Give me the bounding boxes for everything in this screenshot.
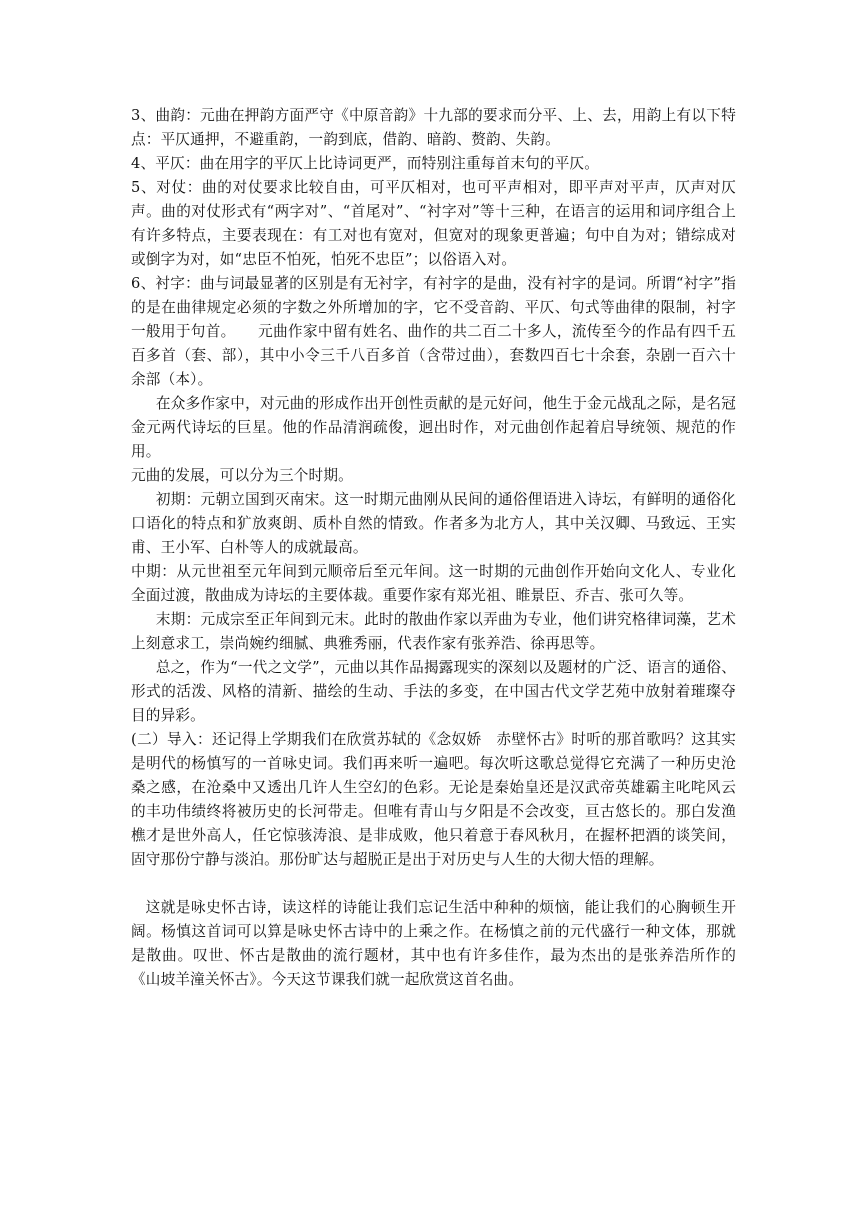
paragraph-dui-zhang: 5、对仗：曲的对仗要求比较自由，可平仄相对，也可平声相对，即平声对平声，仄声对仄声。曲的对仗形式有“两字对”、“首尾对”、“衬字对”等十三种，在语言的运用和词序组合上有许多特点，主要表现在：有工对也有宽对，但宽对的现象更普遍；句中自为对；错综成对或倒字为对，如“忠臣不怕死，怕死不忠臣”；以俗语入对。 xyxy=(131,179,736,268)
paragraph-ping-ze: 4、平仄：曲在用字的平仄上比诗词更严，而特别注重每首末句的平仄。 xyxy=(131,155,600,172)
paragraph-qu-yun: 3、曲韵：元曲在押韵方面严守《中原音韵》十九部的要求而分平、上、去，用韵上有以下特点：平仄通押，不避重韵，一韵到底，借韵、暗韵、赘韵、失韵。 xyxy=(131,107,736,148)
paragraph-chen-zi: 6、衬字：曲与词最显著的区别是有无衬字，有衬字的是曲，没有衬字的是词。所谓“衬字”指的是在曲律规定必须的字数之外所增加的字，它不受音韵、平仄、句式等曲律的限制，衬字一般用于句首。 元曲作家中留有姓名、曲作的共二百二十多人，流传至今的作品有四千五百多首（套、部），其中小令三千八百多首（含带过曲），套数四百七十余套，杂剧一百六十余部（本）。 xyxy=(131,275,736,388)
paragraph-late-period: 末期：元成宗至正年间到元末。此时的散曲作家以弄曲为专业，他们讲究格律词藻，艺术上刻意求工，崇尚婉约细腻、典雅秀丽，代表作家有张养浩、徐再思等。 xyxy=(131,611,736,652)
paragraph-huai-gu: 这就是咏史怀古诗，读这样的诗能让我们忘记生活中种种的烦恼，能让我们的心胸顿生开阔。杨慎这首词可以算是咏史怀古诗中的上乘之作。在杨慎之前的元代盛行一种文体，那就是散曲。叹世、怀古是散曲的流行题材，其中也有许多佳作，最为杰出的是张养浩所作的《山坡羊潼关怀古》。今天这节课我们就一起欣赏这首名曲。 xyxy=(131,899,736,988)
document-body xyxy=(131,104,736,992)
paragraph-middle-period: 中期：从元世祖至元年间到元顺帝后至元年间。这一时期的元曲创作开始向文化人、专业化全面过渡，散曲成为诗坛的主要体裁。重要作家有郑光祖、睢景臣、乔吉、张可久等。 xyxy=(131,563,736,604)
paragraph-introduction: (二）导入：还记得上学期我们在欣赏苏轼的《念奴娇 赤壁怀古》时听的那首歌吗？这其实是明代的杨慎写的一首咏史词。我们再来听一遍吧。每次听这歌总觉得它充满了一种历史沧桑之感，在沧桑中又透出几许人生空幻的色彩。无论是秦始皇还是汉武帝英雄霸主叱咤风云的丰功伟绩终将被历史的长河带走。但唯有青山与夕阳是不会改变，亘古悠长的。那白发渔樵才是世外高人，任它惊骇涛浪、是非成败，他只着意于春风秋月，在握杯把酒的谈笑间，固守那份宁静与淡泊。那份旷达与超脱正是出于对历史与人生的大彻大悟的理解。 xyxy=(131,731,736,868)
paragraph-three-periods: 元曲的发展，可以分为三个时期。 xyxy=(131,467,353,484)
paragraph-early-period: 初期：元朝立国到灭南宋。这一时期元曲刚从民间的通俗俚语进入诗坛，有鲜明的通俗化口语化的特点和犷放爽朗、质朴自然的情致。作者多为北方人，其中关汉卿、马致远、王实甫、王小军、白朴等人的成就最高。 xyxy=(131,491,736,556)
paragraph-yuan-hao-wen: 在众多作家中，对元曲的形成作出开创性贡献的是元好问，他生于金元战乱之际，是名冠金元两代诗坛的巨星。他的作品清润疏俊，迥出时作，对元曲创作起着启导统领、规范的作用。 xyxy=(131,395,736,460)
paragraph-summary: 总之，作为“一代之文学”，元曲以其作品揭露现实的深刻以及题材的广泛、语言的通俗、形式的活泼、风格的清新、描绘的生动、手法的多变，在中国古代文学艺苑中放射着璀璨夺目的异彩。 xyxy=(131,659,736,724)
